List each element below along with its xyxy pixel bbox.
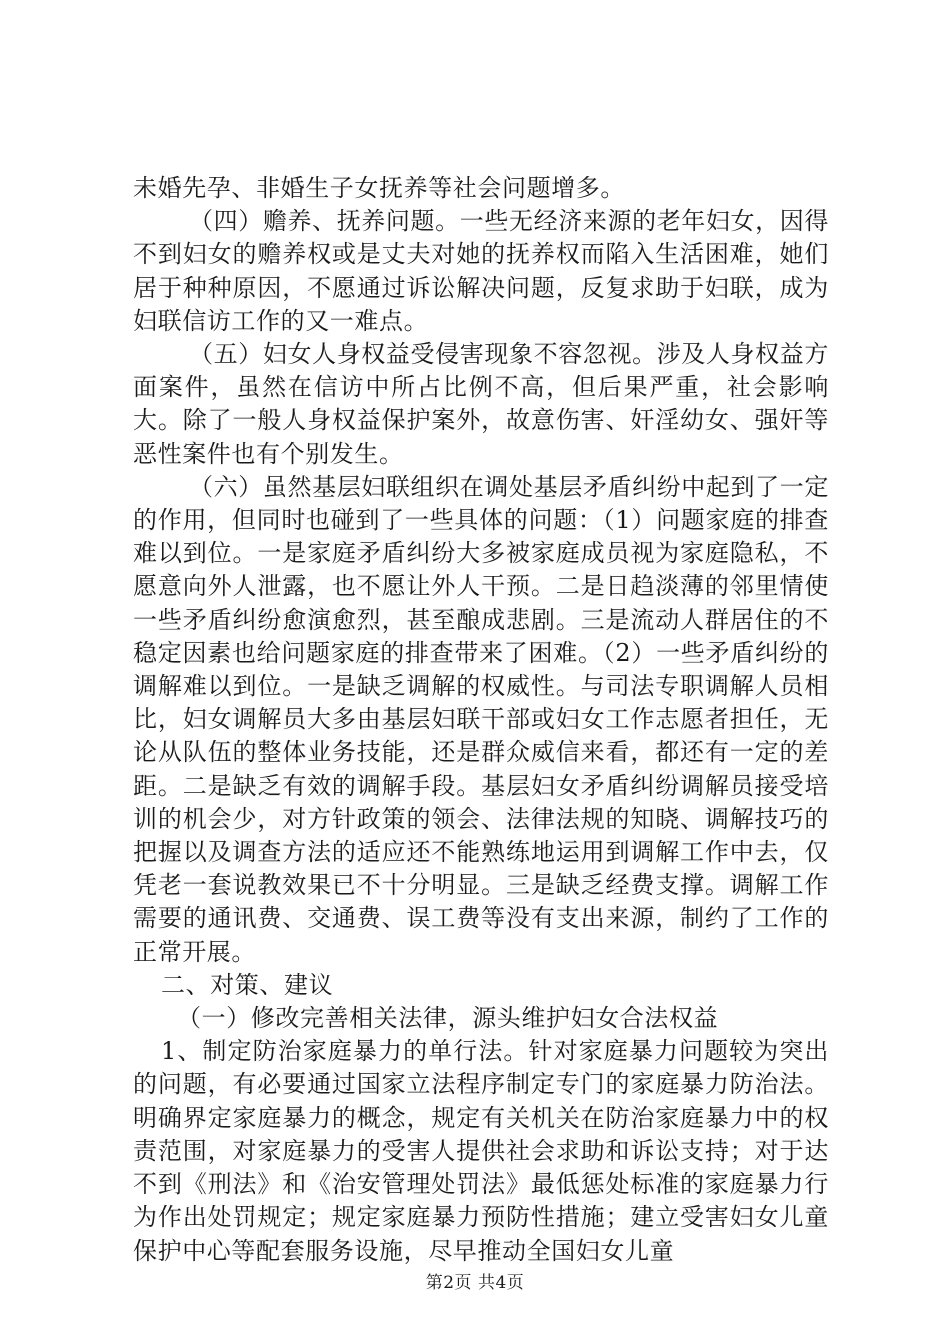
- document-body: [133, 172, 829, 1268]
- paragraph-section-5: （五）妇女人身权益受侵害现象不容忽视。涉及人身权益方面案件，虽然在信访中所占比例不高，但后果严重，社会影响大。除了一般人身权益保护案外，故意伤害、奸淫幼女、强奸等恶性案件也有个别发生。: [133, 340, 829, 468]
- heading-countermeasures: 二、对策、建议: [161, 970, 334, 999]
- page-number-footer: 第2页 共4页: [425, 1273, 525, 1293]
- paragraph-continuation: 未婚先孕、非婚生子女抚养等社会问题增多。: [133, 174, 625, 202]
- paragraph-section-6: （六）虽然基层妇联组织在调处基层矛盾纠纷中起到了一定的作用，但同时也碰到了一些具体的问题：（1）问题家庭的排查难以到位。一是家庭矛盾纠纷大多被家庭成员视为家庭隐私，不愿意向外人泄露，也不愿让外人干预。二是日趋淡薄的邻里情使一些矛盾纠纷愈演愈烈，甚至酿成悲剧。三是流动人群居住的不稳定因素也给问题家庭的排查带来了困难。（2）一些矛盾纠纷的调解难以到位。一是缺乏调解的权威性。与司法专职调解人员相比，妇女调解员大多由基层妇联干部或妇女工作志愿者担任，无论从队伍的整体业务技能，还是群众威信来看，都还有一定的差距。二是缺乏有效的调解手段。基层妇女矛盾纠纷调解员接受培训的机会少，对方针政策的领会、法律法规的知晓、调解技巧的把握以及调查方法的适应还不能熟练地运用到调解工作中去，仅凭老一套说教效果已不十分明显。三是缺乏经费支撑。调解工作需要的通讯费、交通费、误工费等没有支出来源，制约了工作的正常开展。: [133, 472, 829, 966]
- subheading-law-revision: （一）修改完善相关法律，源头维护妇女合法权益: [177, 1004, 719, 1033]
- paragraph-domestic-violence-law: 1、制定防治家庭暴力的单行法。针对家庭暴力问题较为突出的问题，有必要通过国家立法程序制定专门的家庭暴力防治法。明确界定家庭暴力的概念，规定有关机关在防治家庭暴力中的权责范围，对家庭暴力的受害人提供社会求助和诉讼支持；对于达不到《刑法》和《治安管理处罚法》最低惩处标准的家庭暴力行为作出处罚规定；规定家庭暴力预防性措施；建立受害妇女儿童保护中心等配套服务设施，尽早推动全国妇女儿童: [133, 1037, 829, 1265]
- paragraph-section-4: （四）赡养、抚养问题。一些无经济来源的老年妇女，因得不到妇女的赡养权或是丈夫对她的抚养权而陷入生活困难，她们居于种种原因，不愿通过诉讼解决问题，反复求助于妇联，成为妇联信访工作的又一难点。: [133, 207, 829, 335]
